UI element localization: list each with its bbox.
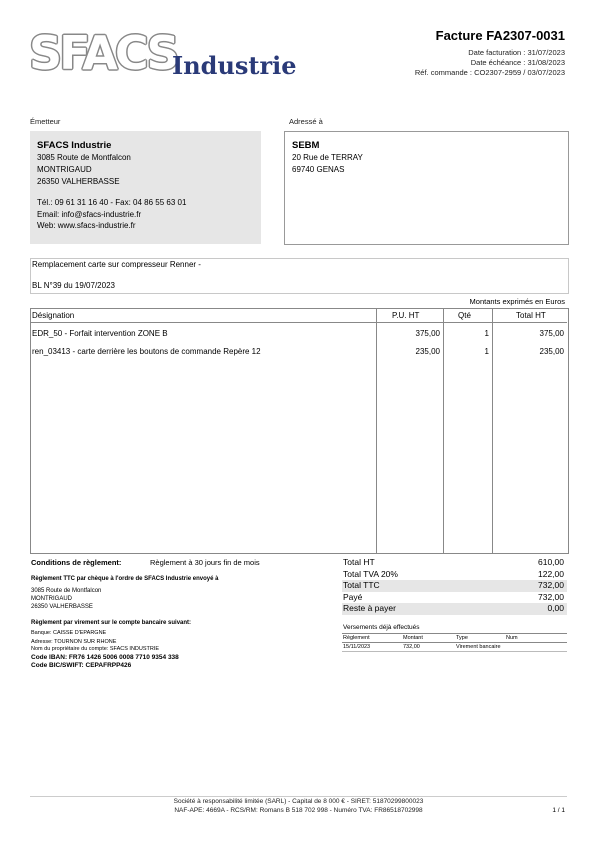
invoice-date: Date facturation : 31/07/2023 (468, 48, 565, 57)
recipient-address-line: 20 Rue de TERRAY (292, 153, 363, 162)
emitter-phone-fax: Tél.: 09 61 31 16 40 - Fax: 04 86 55 63 01 (37, 198, 187, 207)
column-divider (492, 308, 493, 553)
payment-row-cell: Virement bancaire (456, 644, 501, 650)
cheque-instructions: Règlement TTC par chèque à l'ordre de SFACS Industrie envoyé à (31, 576, 219, 582)
payments-header-rule (342, 642, 567, 643)
footer-rule (30, 796, 567, 797)
payment-row-cell: 732,00 (403, 644, 420, 650)
emitter-web: Web: www.sfacs-industrie.fr (37, 221, 136, 230)
payments-header-cell: Num (506, 635, 518, 641)
paid-row (342, 592, 567, 604)
invoice-object-line: Remplacement carte sur compresseur Renner - (32, 260, 201, 269)
payment-conditions-label: Conditions de règlement: (31, 558, 122, 567)
payment-conditions-value: Règlement à 30 jours fin de mois (150, 558, 260, 567)
iban-code: Code IBAN: FR76 1426 5006 0008 7710 9354 338 (31, 654, 179, 661)
payments-header-cell: Montant (403, 635, 423, 641)
payments-header-rule (342, 633, 567, 634)
recipient-address-line: 69740 GENAS (292, 165, 345, 174)
payments-header-cell: Type (456, 635, 468, 641)
emitter-address-line: 26350 VALHERBASSE (37, 177, 120, 186)
cheque-address-line: MONTRIGAUD (31, 596, 72, 602)
total-ttc-row (342, 580, 567, 592)
total-tva-row (342, 569, 567, 581)
paid-label: Payé (343, 591, 363, 602)
footer-legal-line: Société à responsabilité limitée (SARL) - Capital de 8 000 € - SIRET: 51870299800023 (173, 798, 424, 805)
header-quantity: Qté (458, 311, 471, 320)
transfer-instructions: Règlement par virement sur le compte bancaire suivant: (31, 620, 192, 626)
footer-registration-line: NAF-APE: 4669A - RCS/RM: Romans B 518 702 998 - Numéro TVA: FR86518702998 (174, 807, 423, 814)
paid-value: 732,00 (538, 591, 564, 602)
payments-made-title: Versements déjà effectués (343, 624, 420, 631)
company-logo-suffix: Industrie (172, 51, 297, 80)
table-row-designation: ren_03413 - carte derrière les boutons de commande Repère 12 (32, 347, 261, 356)
bank-address: Adresse: TOURNON SUR RHONE (31, 639, 117, 645)
order-reference: Réf. commande : CO2307-2959 / 03/07/2023 (414, 68, 565, 77)
column-divider (443, 308, 444, 553)
table-row-total: 375,00 (539, 329, 564, 338)
header-total: Total HT (516, 311, 546, 320)
total-tva-value: 122,00 (538, 568, 564, 579)
emitter-label: Émetteur (30, 117, 61, 126)
table-row-designation: EDR_50 - Forfait intervention ZONE B (32, 329, 168, 338)
header-unit-price: P.U. HT (392, 311, 420, 320)
total-ht-value: 610,00 (538, 557, 564, 567)
table-row-quantity: 1 (484, 347, 489, 356)
header-designation: Désignation (32, 311, 75, 320)
table-row-quantity: 1 (484, 329, 489, 338)
total-tva-label: Total TVA 20% (343, 568, 398, 579)
remaining-row (342, 603, 567, 615)
account-owner: Nom du propriétaire du compte: SFACS INDUSTRIE (31, 646, 160, 652)
recipient-box (284, 131, 569, 245)
emitter-address-line: MONTRIGAUD (37, 165, 92, 174)
total-ht-label: Total HT (343, 557, 375, 567)
table-row-unit-price: 235,00 (415, 347, 440, 356)
delivery-note-line: BL N°39 du 19/07/2023 (32, 281, 115, 290)
emitter-email: Email: info@sfacs-industrie.fr (37, 210, 142, 219)
payments-row-rule (342, 651, 567, 652)
page-number: 1 / 1 (552, 807, 565, 814)
bank-name: Banque: CAISSE D'EPARGNE (31, 630, 107, 636)
total-ht-row (342, 557, 567, 569)
recipient-label: Adressé à (289, 117, 323, 126)
bic-code: Code BIC/SWIFT: CEPAFRPP426 (31, 662, 132, 669)
table-row-unit-price: 375,00 (415, 329, 440, 338)
currency-note: Montants exprimés en Euros (469, 297, 565, 306)
payments-header-cell: Règlement (343, 635, 370, 641)
total-ttc-label: Total TTC (343, 580, 380, 590)
company-logo: SFACS (29, 26, 177, 80)
total-ttc-value: 732,00 (538, 580, 564, 590)
invoice-due-date: Date échéance : 31/08/2023 (470, 58, 565, 67)
emitter-address-line: 3085 Route de Montfalcon (37, 153, 131, 162)
items-table (30, 308, 569, 554)
remaining-value: 0,00 (547, 603, 564, 613)
payment-row-cell: 15/11/2023 (343, 644, 371, 650)
table-row-total: 235,00 (539, 347, 564, 356)
emitter-name: SFACS Industrie (37, 140, 112, 151)
column-divider (376, 308, 377, 553)
cheque-address-line: 3085 Route de Montfalcon (31, 588, 102, 594)
cheque-address-line: 26350 VALHERBASSE (31, 604, 93, 610)
items-table-header (30, 308, 567, 323)
remaining-label: Reste à payer (343, 603, 396, 613)
invoice-title: Facture FA2307-0031 (435, 28, 565, 43)
recipient-name: SEBM (292, 140, 320, 151)
